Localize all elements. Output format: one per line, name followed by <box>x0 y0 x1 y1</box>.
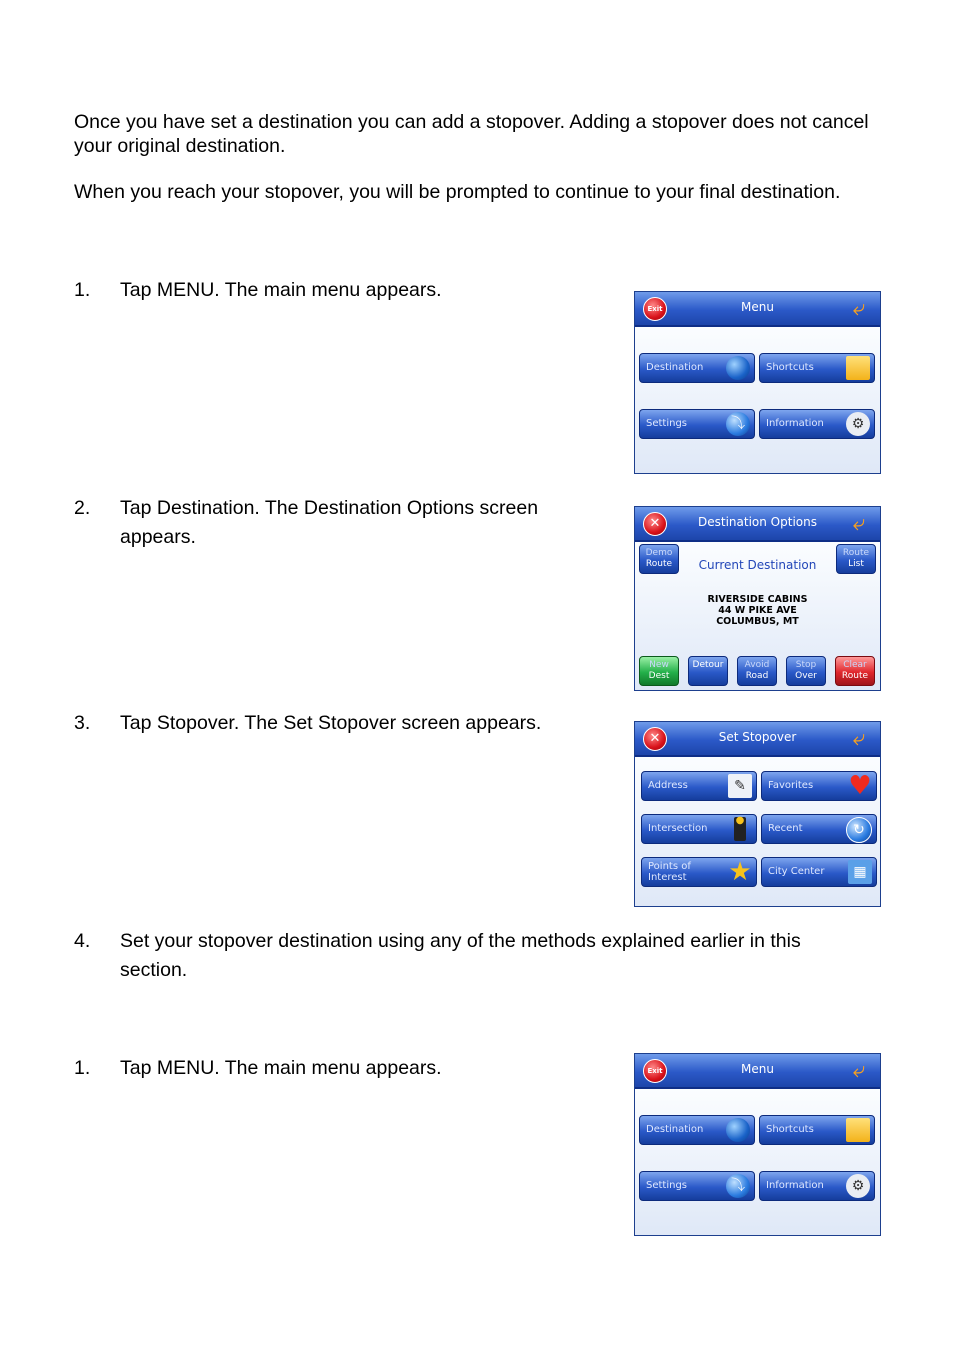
button-label: Settings <box>646 1180 688 1191</box>
button-label: City Center <box>768 866 825 877</box>
city-buildings-icon: ▦ <box>848 860 872 884</box>
step-text-line-1: Tap Destination. The Destination Options screen <box>120 497 539 519</box>
button-label: Settings <box>646 418 688 429</box>
button-label: Shortcuts <box>766 362 814 373</box>
destination-options-screen <box>634 506 881 691</box>
demo-route-button[interactable] <box>639 544 679 574</box>
menu-screen <box>634 291 881 474</box>
city-center-button[interactable] <box>761 857 877 887</box>
intro-paragraph-2: When you reach your stopover, you will be prompted to continue to your final destination. <box>74 181 841 203</box>
step-number: 3. <box>74 712 91 734</box>
button-label: Favorites <box>768 780 814 791</box>
settings-button[interactable] <box>639 409 755 439</box>
star-icon: ★ <box>728 857 752 887</box>
button-label-2: List <box>848 559 864 569</box>
button-label-2: Dest <box>648 671 670 681</box>
destination-address <box>635 594 880 627</box>
screen-title: Set Stopover <box>718 730 797 744</box>
set-stopover-screen <box>634 721 881 907</box>
back-arrow-icon[interactable]: ⤶ <box>852 725 866 750</box>
close-icon[interactable]: ✕ <box>643 512 667 536</box>
address-button[interactable] <box>641 771 757 801</box>
points-of-interest-button[interactable] <box>641 857 757 887</box>
recent-clock-icon: ↻ <box>846 817 872 843</box>
back-arrow-icon[interactable]: ⤶ <box>852 510 866 535</box>
settings-icon: ⤵ <box>726 1174 750 1198</box>
button-label: Information <box>766 418 824 429</box>
screen-body <box>635 757 880 906</box>
title-bar <box>635 1054 880 1089</box>
current-destination-label: Current Destination <box>698 558 817 572</box>
screen-title: Destination Options <box>698 515 817 529</box>
favorites-button[interactable] <box>761 771 877 801</box>
information-button[interactable] <box>759 409 875 439</box>
button-label-2: Over <box>795 671 817 681</box>
button-label: Points of Interest <box>648 861 691 883</box>
information-button[interactable] <box>759 1171 875 1201</box>
button-label-1: Stop <box>795 660 817 670</box>
button-label-1: Route <box>842 548 870 558</box>
heart-icon: ♥ <box>848 771 872 801</box>
settings-icon: ⤵ <box>726 412 750 436</box>
address-line: COLUMBUS, MT <box>716 616 799 627</box>
exit-button[interactable]: Exit <box>643 297 667 321</box>
address-line: RIVERSIDE CABINS <box>707 594 808 605</box>
screen-title: Menu <box>741 300 774 314</box>
title-bar <box>635 507 880 542</box>
address-line: 44 W PIKE AVE <box>718 605 797 616</box>
button-label: Information <box>766 1180 824 1191</box>
step-text: Tap Stopover. The Set Stopover screen appears. <box>120 712 542 734</box>
destination-button[interactable] <box>639 1115 755 1145</box>
button-label: Shortcuts <box>766 1124 814 1135</box>
intersection-button[interactable] <box>641 814 757 844</box>
button-label: Destination <box>646 362 704 373</box>
button-label-2: Route <box>645 559 673 569</box>
button-label-2: Road <box>745 671 769 681</box>
step-text-line-2: section. <box>120 959 188 981</box>
new-dest-button[interactable] <box>639 656 679 686</box>
menu-screen-2 <box>634 1053 881 1236</box>
button-label: Destination <box>646 1124 704 1135</box>
screen-body <box>635 327 880 473</box>
car-icon: ⚙ <box>846 412 870 436</box>
step-text: Tap MENU. The main menu appears. <box>120 1057 442 1079</box>
button-label-1: New <box>649 660 669 670</box>
shortcuts-button[interactable] <box>759 1115 875 1145</box>
step-number: 4. <box>74 930 91 952</box>
shortcuts-box-icon <box>846 1118 870 1142</box>
recent-button[interactable] <box>761 814 877 844</box>
avoid-road-button[interactable] <box>737 656 777 686</box>
globe-icon <box>726 1118 750 1142</box>
address-card-icon: ✎ <box>728 774 752 798</box>
button-label: Intersection <box>648 823 708 834</box>
screen-body <box>635 1089 880 1235</box>
back-arrow-icon[interactable]: ⤶ <box>852 1057 866 1082</box>
button-label: Recent <box>768 823 803 834</box>
settings-button[interactable] <box>639 1171 755 1201</box>
step-text-line-2: appears. <box>120 526 196 548</box>
globe-icon <box>726 356 750 380</box>
close-icon[interactable]: ✕ <box>643 727 667 751</box>
button-label-1: Clear <box>843 660 867 670</box>
button-label-2: Detour <box>692 660 724 670</box>
screen-title: Menu <box>741 1062 774 1076</box>
intro-paragraph-1: Once you have set a destination you can add a stopover. Adding a stopover does not cancel your original destination. <box>74 111 869 157</box>
detour-button[interactable] <box>688 656 728 686</box>
step-number: 2. <box>74 497 91 519</box>
title-bar <box>635 292 880 327</box>
traffic-light-icon: ● <box>734 817 746 841</box>
step-number: 1. <box>74 1057 91 1079</box>
stop-over-button[interactable] <box>786 656 826 686</box>
button-label-1: Avoid <box>744 660 770 670</box>
step-number: 1. <box>74 279 91 301</box>
shortcuts-box-icon <box>846 356 870 380</box>
car-icon: ⚙ <box>846 1174 870 1198</box>
step-text-line-1: Set your stopover destination using any of the methods explained earlier in this <box>120 930 801 952</box>
button-label: Address <box>648 780 688 791</box>
clear-route-button[interactable] <box>835 656 875 686</box>
button-label-1: Demo <box>645 548 673 558</box>
button-label-2: Route <box>841 671 869 681</box>
screen-body <box>635 542 880 690</box>
step-text: Tap MENU. The main menu appears. <box>120 279 442 301</box>
exit-button[interactable]: Exit <box>643 1059 667 1083</box>
destination-button[interactable] <box>639 353 755 383</box>
title-bar <box>635 722 880 757</box>
back-arrow-icon[interactable]: ⤶ <box>852 295 866 320</box>
route-list-button[interactable] <box>836 544 876 574</box>
shortcuts-button[interactable] <box>759 353 875 383</box>
